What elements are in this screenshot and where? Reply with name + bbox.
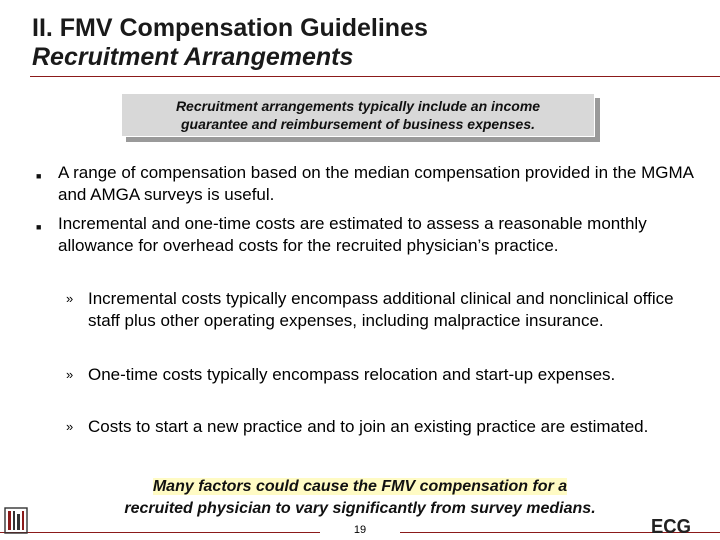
title-line-2: Recruitment Arrangements	[32, 43, 354, 71]
building-logo-icon	[4, 506, 28, 534]
footer-note-line-2: recruited physician to vary significantly from survey medians.	[124, 500, 596, 517]
sub-bullet-marker-icon: »	[66, 291, 74, 306]
bullet-square-icon: ■	[36, 222, 42, 232]
sub-bullet-text: Costs to start a new practice and to join an existing practice are estimated.	[88, 417, 649, 436]
bullet-square-icon: ■	[36, 171, 42, 181]
title-divider	[30, 76, 720, 77]
footer-note-line-1: Many factors could cause the FMV compensation for a	[152, 478, 568, 495]
bullet-text: A range of compensation based on the median compensation provided in the MGMA and AMGA surveys is useful.	[58, 163, 694, 204]
callout-text: Recruitment arrangements typically include an income guarantee and reimbursement of business expenses.	[175, 98, 541, 132]
bullet-text: Incremental and one-time costs are estimated to assess a reasonable monthly allowance for overhead costs for the recruited physician’s practice.	[58, 214, 647, 255]
title-line-1: II. FMV Compensation Guidelines	[32, 14, 428, 42]
sub-bullet-marker-icon: »	[66, 367, 74, 382]
slide-title	[32, 14, 712, 72]
sub-bullet-text: Incremental costs typically encompass additional clinical and nonclinical office staff plus other operating expenses, including malpractice insurance.	[88, 289, 674, 330]
footer-divider-left	[0, 532, 320, 533]
svg-text:ECG: ECG	[651, 516, 691, 538]
callout-box	[121, 93, 595, 137]
ecg-logo-icon	[648, 512, 694, 538]
footer-note	[80, 476, 640, 520]
sub-bullet-marker-icon: »	[66, 419, 74, 434]
page-number: 19	[353, 524, 367, 536]
sub-bullet-text: One-time costs typically encompass relocation and start-up expenses.	[88, 365, 616, 384]
